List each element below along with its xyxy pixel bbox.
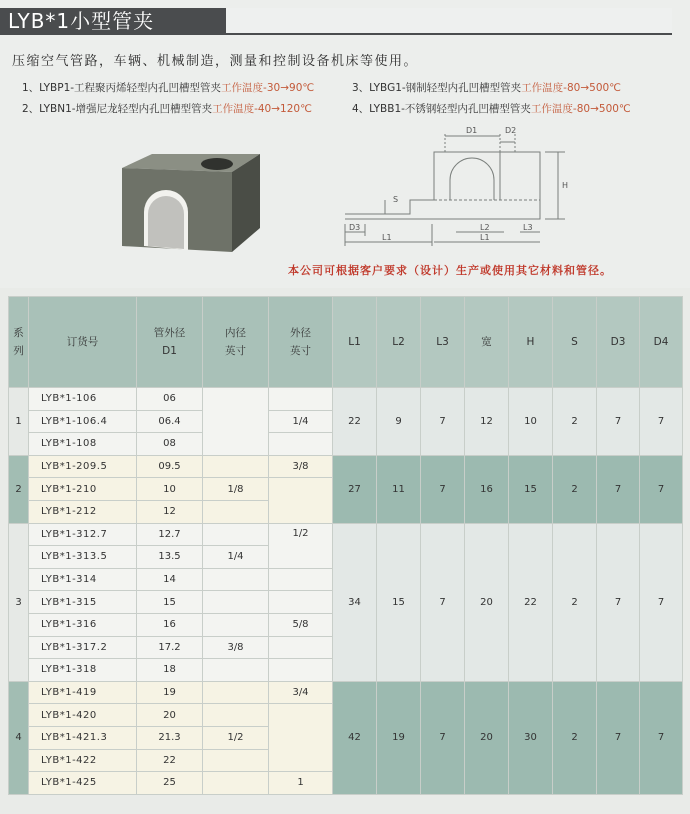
dim-s: 2: [553, 523, 597, 681]
outer-inch-cell: 1/4: [269, 410, 333, 433]
outer-inch-cell: 3/8: [269, 455, 333, 478]
order-code: LYB*1-420: [29, 704, 137, 727]
outer-diameter: 09.5: [137, 455, 203, 478]
dim-l3: 7: [421, 388, 465, 456]
inner-inch-cell: [203, 659, 269, 682]
order-code: LYB*1-317.2: [29, 636, 137, 659]
header-h: H: [509, 297, 553, 388]
outer-inch-cell: 3/4: [269, 681, 333, 704]
series-cell: 2: [9, 455, 29, 523]
label-d3: D3: [349, 223, 361, 232]
subtitle: 压缩空气管路，车辆、机械制造，测量和控制设备机床等使用。: [12, 54, 419, 69]
dim-d3: 7: [597, 388, 640, 456]
dim-l2: 9: [377, 388, 421, 456]
inner-inch-cell: 1/8: [203, 478, 269, 501]
inner-inch-cell: [203, 388, 269, 456]
clamp-photo: [112, 150, 262, 258]
series-cell: 1: [9, 388, 29, 456]
inner-inch-cell: [203, 500, 269, 523]
label-s: S: [393, 195, 399, 204]
order-code: LYB*1-312.7: [29, 523, 137, 546]
dim-l2: 11: [377, 455, 421, 523]
dim-s: 2: [553, 388, 597, 456]
outer-diameter: 12.7: [137, 523, 203, 546]
inner-inch-cell: [203, 613, 269, 636]
label-l3: L3: [523, 223, 533, 232]
outer-inch-cell: [269, 636, 333, 659]
outer-diameter: 25: [137, 772, 203, 795]
dim-h: 22: [509, 523, 553, 681]
dim-width: 20: [465, 523, 509, 681]
label-l1: L1: [382, 233, 392, 242]
outer-diameter: 12: [137, 500, 203, 523]
header-in-inch: 内径 英寸: [203, 297, 269, 388]
outer-diameter: 21.3: [137, 726, 203, 749]
label-l2: L2: [480, 223, 490, 232]
header-l2: L2: [377, 297, 421, 388]
label-l1-right: L1: [480, 233, 490, 242]
dim-d4: 7: [640, 523, 683, 681]
dim-width: 20: [465, 681, 509, 794]
header-d3: D3: [597, 297, 640, 388]
label-h: H: [562, 181, 569, 190]
outer-inch-cell: [269, 659, 333, 682]
dim-h: 30: [509, 681, 553, 794]
order-code: LYB*1-316: [29, 613, 137, 636]
label-d1: D1: [466, 126, 478, 135]
series-cell: 4: [9, 681, 29, 794]
order-code: LYB*1-315: [29, 591, 137, 614]
intro-section: [0, 0, 690, 288]
header-out-inch: 外径 英寸: [269, 297, 333, 388]
header-od: 管外径 D1: [137, 297, 203, 388]
table-row: [9, 681, 683, 704]
outer-diameter: 17.2: [137, 636, 203, 659]
outer-diameter: 08: [137, 433, 203, 456]
outer-diameter: 15: [137, 591, 203, 614]
order-code: LYB*1-313.5: [29, 546, 137, 569]
outer-inch-cell: [269, 433, 333, 456]
inner-inch-cell: [203, 591, 269, 614]
dim-width: 12: [465, 388, 509, 456]
dim-l3: 7: [421, 523, 465, 681]
dim-l3: 7: [421, 455, 465, 523]
order-code: LYB*1-421.3: [29, 726, 137, 749]
outer-inch-cell: 1/2: [269, 523, 333, 568]
outer-diameter: 06.4: [137, 410, 203, 433]
dim-d3: 7: [597, 523, 640, 681]
order-code: LYB*1-209.5: [29, 455, 137, 478]
inner-inch-cell: 1/4: [203, 546, 269, 569]
dim-d4: 7: [640, 455, 683, 523]
dim-l1: 27: [333, 455, 377, 523]
title-underline: [226, 33, 672, 35]
dim-s: 2: [553, 455, 597, 523]
order-code: LYB*1-425: [29, 772, 137, 795]
dim-h: 10: [509, 388, 553, 456]
dim-h: 15: [509, 455, 553, 523]
order-code: LYB*1-106.4: [29, 410, 137, 433]
order-code: LYB*1-318: [29, 659, 137, 682]
dim-d4: 7: [640, 681, 683, 794]
page-title: LYB*1小型管夹: [0, 8, 226, 35]
table-row: [9, 388, 683, 411]
outer-diameter: 10: [137, 478, 203, 501]
outer-diameter: 20: [137, 704, 203, 727]
dim-d3: 7: [597, 681, 640, 794]
outer-inch-cell: 1: [269, 772, 333, 795]
inner-inch-cell: [203, 772, 269, 795]
header-code: 订货号: [29, 297, 137, 388]
table-row: [9, 455, 683, 478]
dim-width: 16: [465, 455, 509, 523]
outer-inch-cell: [269, 568, 333, 591]
dim-l3: 7: [421, 681, 465, 794]
inner-inch-cell: [203, 568, 269, 591]
type-item-2: 2、LYBN1-增强尼龙轻型内孔凹槽型管夹工作温度-40→120℃: [22, 103, 312, 115]
inner-inch-cell: 3/8: [203, 636, 269, 659]
outer-diameter: 18: [137, 659, 203, 682]
inner-inch-cell: [203, 681, 269, 704]
type-item-4: 4、LYBB1-不锈钢轻型内孔凹槽型管夹工作温度-80→500℃: [352, 103, 631, 115]
dim-s: 2: [553, 681, 597, 794]
order-code: LYB*1-419: [29, 681, 137, 704]
order-code: LYB*1-212: [29, 500, 137, 523]
outer-inch-cell: [269, 591, 333, 614]
dimension-drawing: [330, 124, 580, 254]
inner-inch-cell: [203, 523, 269, 546]
label-d2: D2: [505, 126, 517, 135]
order-code: LYB*1-108: [29, 433, 137, 456]
order-code: LYB*1-422: [29, 749, 137, 772]
inner-inch-cell: [203, 455, 269, 478]
type-item-1: 1、LYBP1-工程聚丙烯轻型内孔凹槽型管夹工作温度-30→90℃: [22, 82, 315, 94]
inner-inch-cell: [203, 704, 269, 727]
dim-d3: 7: [597, 455, 640, 523]
inner-inch-cell: [203, 749, 269, 772]
outer-inch-cell: [269, 388, 333, 411]
dim-l2: 19: [377, 681, 421, 794]
outer-diameter: 13.5: [137, 546, 203, 569]
dim-l2: 15: [377, 523, 421, 681]
order-code: LYB*1-106: [29, 388, 137, 411]
header-d4: D4: [640, 297, 683, 388]
dim-l1: 22: [333, 388, 377, 456]
header-series: 系 列: [9, 297, 29, 388]
order-code: LYB*1-314: [29, 568, 137, 591]
outer-diameter: 19: [137, 681, 203, 704]
header-l1: L1: [333, 297, 377, 388]
dim-d4: 7: [640, 388, 683, 456]
type-item-3: 3、LYBG1-钢制轻型内孔凹槽型管夹工作温度-80→500℃: [352, 82, 621, 94]
header-row: [9, 297, 683, 388]
outer-inch-cell: [269, 704, 333, 772]
outer-diameter: 22: [137, 749, 203, 772]
header-s: S: [553, 297, 597, 388]
outer-inch-cell: [269, 478, 333, 523]
order-code: LYB*1-210: [29, 478, 137, 501]
dim-l1: 42: [333, 681, 377, 794]
custom-note: 本公司可根据客户要求（设计）生产或使用其它材料和管径。: [288, 264, 612, 277]
inner-inch-cell: 1/2: [203, 726, 269, 749]
header-l3: L3: [421, 297, 465, 388]
outer-diameter: 16: [137, 613, 203, 636]
dim-l1: 34: [333, 523, 377, 681]
header-width: 宽: [465, 297, 509, 388]
outer-inch-cell: 5/8: [269, 613, 333, 636]
table-row: [9, 523, 683, 546]
outer-diameter: 14: [137, 568, 203, 591]
spec-table: [8, 296, 683, 795]
series-cell: 3: [9, 523, 29, 681]
outer-diameter: 06: [137, 388, 203, 411]
